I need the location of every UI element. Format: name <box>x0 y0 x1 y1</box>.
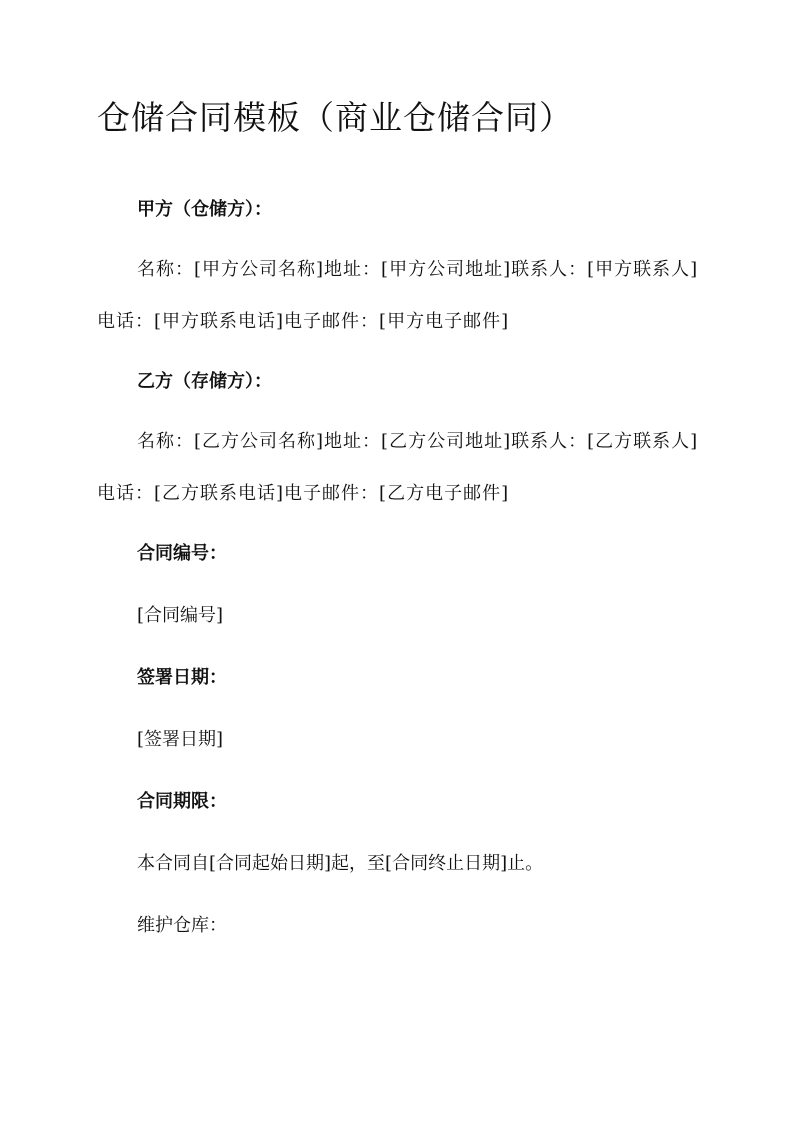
contract-number-value: [合同编号] <box>137 605 224 626</box>
party-a-heading: 甲方（仓储方）： <box>137 199 272 220</box>
contract-term-heading: 合同期限： <box>137 791 227 812</box>
party-a-details: 名称：[甲方公司名称]地址：[甲方公司地址]联系人：[甲方联系人]电话：[甲方联系电话]电子邮件：[甲方电子邮件] <box>97 259 699 332</box>
party-b-details: 名称：[乙方公司名称]地址：[乙方公司地址]联系人：[乙方联系人]电话：[乙方联系电话]电子邮件：[乙方电子邮件] <box>97 431 699 504</box>
maintenance-heading: 维护仓库： <box>137 915 227 936</box>
sign-date-value: [签署日期] <box>137 729 224 750</box>
contract-number-heading: 合同编号： <box>137 543 227 564</box>
document-title: 仓储合同模板（商业仓储合同） <box>97 98 573 137</box>
party-b-heading: 乙方（存储方）： <box>137 371 272 392</box>
sign-date-heading: 签署日期： <box>137 667 227 688</box>
contract-term-text: 本合同自[合同起始日期]起，至[合同终止日期]止。 <box>137 853 544 874</box>
